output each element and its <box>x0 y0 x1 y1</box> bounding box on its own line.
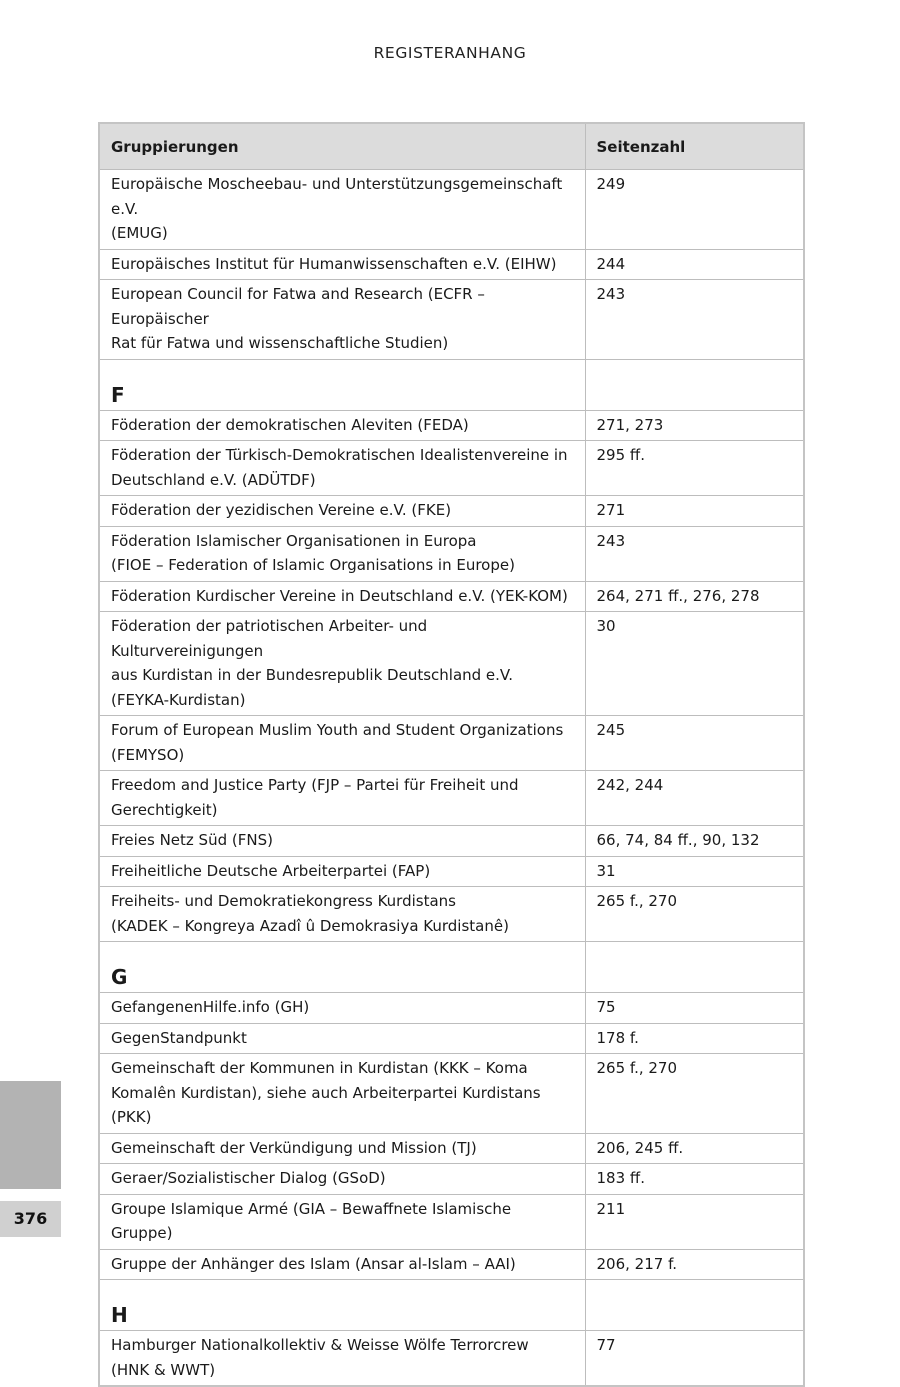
letter-section-row <box>99 1280 804 1331</box>
table-row <box>99 1249 804 1280</box>
page-reference-cell: 77 <box>585 1331 804 1387</box>
group-name-cell: Freies Netz Süd (FNS) <box>99 826 585 857</box>
table-row <box>99 1331 804 1387</box>
page-reference-cell <box>585 359 804 410</box>
group-name-cell: Europäisches Institut für Humanwissenschaften e.V. (EIHW) <box>99 249 585 280</box>
page-reference-cell: 245 <box>585 716 804 771</box>
table-row <box>99 496 804 527</box>
group-name-cell: Freiheits- und Demokratiekongress Kurdistans (KADEK – Kongreya Azadî û Demokrasiya Kurdistanê) <box>99 887 585 942</box>
page-reference-cell: 264, 271 ff., 276, 278 <box>585 581 804 612</box>
page-reference-cell <box>585 942 804 993</box>
group-name-cell: Geraer/Sozialistischer Dialog (GSoD) <box>99 1164 585 1195</box>
group-name-cell: GefangenenHilfe.info (GH) <box>99 993 585 1024</box>
group-name-cell: Föderation der patriotischen Arbeiter- und Kulturvereinigungen aus Kurdistan in der Bundesrepublik Deutschland e.V. (FEYKA-Kurdistan) <box>99 612 585 716</box>
table-row <box>99 410 804 441</box>
letter-section-row <box>99 942 804 993</box>
table-row <box>99 581 804 612</box>
group-name-cell: Gruppe der Anhänger des Islam (Ansar al-Islam – AAI) <box>99 1249 585 1280</box>
group-name-cell: Föderation der yezidischen Vereine e.V. (FKE) <box>99 496 585 527</box>
page-reference-cell: 295 ff. <box>585 441 804 496</box>
group-name-cell: GegenStandpunkt <box>99 1023 585 1054</box>
page-reference-cell: 271, 273 <box>585 410 804 441</box>
group-name-cell: Föderation der Türkisch-Demokratischen Idealistenvereine in Deutschland e.V. (ADÜTDF) <box>99 441 585 496</box>
table-row <box>99 1133 804 1164</box>
section-letter: F <box>99 359 585 410</box>
group-name-cell: Gemeinschaft der Kommunen in Kurdistan (KKK – Koma Komalên Kurdistan), siehe auch Arbeiterpartei Kurdistans (PKK) <box>99 1054 585 1134</box>
table-row <box>99 771 804 826</box>
table-row <box>99 249 804 280</box>
group-name-cell: Föderation der demokratischen Aleviten (FEDA) <box>99 410 585 441</box>
page-reference-cell <box>585 1280 804 1331</box>
table-row <box>99 441 804 496</box>
page-reference-cell: 249 <box>585 170 804 250</box>
group-name-cell: Forum of European Muslim Youth and Student Organizations (FEMYSO) <box>99 716 585 771</box>
table-row <box>99 856 804 887</box>
table-body <box>99 170 804 1387</box>
table-row <box>99 826 804 857</box>
table-row <box>99 993 804 1024</box>
group-name-cell: Gemeinschaft der Verkündigung und Mission (TJ) <box>99 1133 585 1164</box>
column-header-groups: Gruppierungen <box>99 123 585 170</box>
table-row <box>99 1194 804 1249</box>
table-row <box>99 1023 804 1054</box>
page-reference-cell: 75 <box>585 993 804 1024</box>
group-name-cell: European Council for Fatwa and Research (ECFR – Europäischer Rat für Fatwa und wissenschaftliche Studien) <box>99 280 585 360</box>
table-row <box>99 526 804 581</box>
page-reference-cell: 265 f., 270 <box>585 887 804 942</box>
table-row <box>99 280 804 360</box>
table-row <box>99 716 804 771</box>
column-header-pages: Seitenzahl <box>585 123 804 170</box>
table-row <box>99 1164 804 1195</box>
page-reference-cell: 243 <box>585 280 804 360</box>
page-reference-cell: 211 <box>585 1194 804 1249</box>
page-reference-cell: 244 <box>585 249 804 280</box>
table-row <box>99 170 804 250</box>
page-reference-cell: 30 <box>585 612 804 716</box>
page-reference-cell: 265 f., 270 <box>585 1054 804 1134</box>
group-name-cell: Groupe Islamique Armé (GIA – Bewaffnete Islamische Gruppe) <box>99 1194 585 1249</box>
page-edge-tab <box>0 1081 61 1189</box>
table-row <box>99 1054 804 1134</box>
letter-section-row <box>99 359 804 410</box>
page-reference-cell: 66, 74, 84 ff., 90, 132 <box>585 826 804 857</box>
table-header-row <box>99 123 804 170</box>
group-name-cell: Föderation Kurdischer Vereine in Deutschland e.V. (YEK-KOM) <box>99 581 585 612</box>
group-name-cell: Hamburger Nationalkollektiv & Weisse Wölfe Terrorcrew (HNK & WWT) <box>99 1331 585 1387</box>
page-reference-cell: 206, 245 ff. <box>585 1133 804 1164</box>
page-reference-cell: 243 <box>585 526 804 581</box>
table-row <box>99 887 804 942</box>
section-letter: H <box>99 1280 585 1331</box>
group-name-cell: Freiheitliche Deutsche Arbeiterpartei (FAP) <box>99 856 585 887</box>
group-name-cell: Föderation Islamischer Organisationen in Europa (FIOE – Federation of Islamic Organisations in Europe) <box>99 526 585 581</box>
page-number: 376 <box>0 1201 61 1237</box>
page-reference-cell: 271 <box>585 496 804 527</box>
page-reference-cell: 206, 217 f. <box>585 1249 804 1280</box>
table-row <box>99 612 804 716</box>
group-name-cell: Europäische Moscheebau- und Unterstützungsgemeinschaft e.V. (EMUG) <box>99 170 585 250</box>
page-reference-cell: 178 f. <box>585 1023 804 1054</box>
page-reference-cell: 183 ff. <box>585 1164 804 1195</box>
register-table <box>98 122 805 1387</box>
page-reference-cell: 242, 244 <box>585 771 804 826</box>
running-head: REGISTERANHANG <box>373 44 527 62</box>
page-reference-cell: 31 <box>585 856 804 887</box>
group-name-cell: Freedom and Justice Party (FJP – Partei für Freiheit und Gerechtigkeit) <box>99 771 585 826</box>
section-letter: G <box>99 942 585 993</box>
